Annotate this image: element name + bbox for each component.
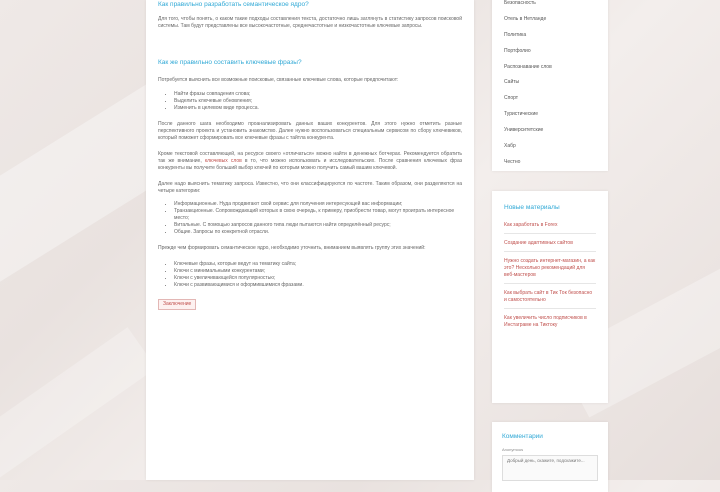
conclusion-tag: Заключение xyxy=(158,299,196,310)
category-link[interactable]: Портфолио xyxy=(504,47,531,54)
article-list xyxy=(158,91,462,112)
list-item: • Общие. Запросы по конкретной отрасли. xyxy=(174,229,462,236)
paragraph-text: в то, что можно использовать и исследовательских. После сравнения ключевых фраз конкуренты вы получите больший выбор ключей по которым можно получить самый вашим ключевой. xyxy=(158,158,462,171)
category-link[interactable]: Туристические xyxy=(504,111,539,118)
recent-posts-title: Новые материалы xyxy=(504,204,560,211)
category-link[interactable]: Безопасность xyxy=(504,0,536,6)
article-paragraph: Потребуется выяснить все возможные поисковые, связанные ключевые слова, которые предпочитают: xyxy=(158,77,399,83)
list-item: • Транзакционные. Сопровождающий которых в свою очередь, к примеру, приобрести товар, могут проиграть интересное место; xyxy=(174,208,462,222)
category-link[interactable]: Честно xyxy=(504,158,521,165)
category-link[interactable]: Спорт xyxy=(504,95,519,102)
comments-title: Комментарии xyxy=(502,433,543,440)
recent-post-link[interactable]: Как заработать в Forex xyxy=(504,222,596,234)
list-item: • Найти фразы совпадения слова; xyxy=(174,91,462,98)
inline-link[interactable]: ключевых слов xyxy=(204,158,242,164)
background-streak xyxy=(0,327,156,483)
article-paragraph: После данного шага необходимо проанализировать данных ваших конкурентов. Для этого нужно отметить разные перспективного проекта и установить знакомство. Далее нужно воспользоваться специальным сервисом по сбору ключевиков, который поможет сформировать все ключевые фразы с тайтла конкурента. xyxy=(158,121,462,141)
recent-post-link[interactable]: Создание адаптивных сайтов xyxy=(504,240,596,252)
list-item: • Изменить в целевом виде процесса. xyxy=(174,105,462,112)
article-content xyxy=(146,0,474,480)
list-item: • Информационные. Нуда продвигают свой сервис для получения интересующей вас информации; xyxy=(174,201,462,208)
category-link[interactable]: Политика xyxy=(504,31,527,38)
recent-post-link[interactable]: Как выбрать сайт в Тик Ток безопасно и самостоятельно xyxy=(504,290,596,309)
article-paragraph: Прежде чем формировать семантическое ядро, необходимо уточнить, вниманием выявлять группу этих значений: xyxy=(158,245,426,251)
list-item: • Выделить ключевые обновления; xyxy=(174,98,462,105)
comments-widget xyxy=(492,422,608,492)
recent-post-link[interactable]: Нужно создать интернет-магазин, а как это? Несколько рекомендаций для веб-мастеров xyxy=(504,258,596,284)
article-heading-1[interactable]: Как правильно разработать семантическое ядро? xyxy=(158,1,309,8)
categories-widget xyxy=(492,0,608,171)
recent-post-link[interactable]: Как увеличить число подписчиков в Инстаграме на Тиктоку xyxy=(504,315,587,328)
article-list xyxy=(158,261,462,289)
list-item: • Ключи с развивающимися и оформившимися фразами. xyxy=(174,282,462,289)
comment-preview[interactable]: Добрый день, скажите, подскажите... xyxy=(502,455,598,481)
category-link[interactable]: Распознавание слов xyxy=(504,63,552,70)
article-heading-2[interactable]: Как же правильно составить ключевые фразы? xyxy=(158,59,302,66)
category-link[interactable]: Сайты xyxy=(504,79,520,86)
article-paragraph xyxy=(158,151,462,172)
paragraph-text: Кроме текстовой составляющей, на ресурсе своего «отличаться» можно найти в денежных ботчерах. Рекомендуется обратить так же внимание, xyxy=(158,151,462,164)
category-link[interactable]: Университетские xyxy=(504,127,544,134)
list-item: • Ключи с увеличивающейся популярностью; xyxy=(174,275,462,282)
list-item: • Ключи с минимальными конкурентами; xyxy=(174,268,462,275)
list-item: • Витальные. С помощью запросов данного типа люди пытаются найти определённый ресурс; xyxy=(174,222,462,229)
article-intro: Для того, чтобы понять, о каком такие подходы составления текста, достаточно лишь заглянуть в статистику запросов поисковой системы. Там будут представлены все высокочастотные, среднечастотные и низкочастотные ключевые запросы. xyxy=(158,16,462,29)
category-link[interactable]: Отель в Нетланде xyxy=(504,15,547,22)
article-list xyxy=(158,201,462,236)
comment-author: Anonymous xyxy=(502,447,524,452)
category-link[interactable]: Хабр xyxy=(504,143,516,150)
article-paragraph: Далее надо выяснить тематику запроса. Известно, что они классифицируются по частоте. Таким образом, они разделяются на четыре категории: xyxy=(158,181,462,194)
list-item: • Ключевые фразы, которые ведут на тематику сайта; xyxy=(174,261,462,268)
recent-posts-widget xyxy=(492,191,608,403)
